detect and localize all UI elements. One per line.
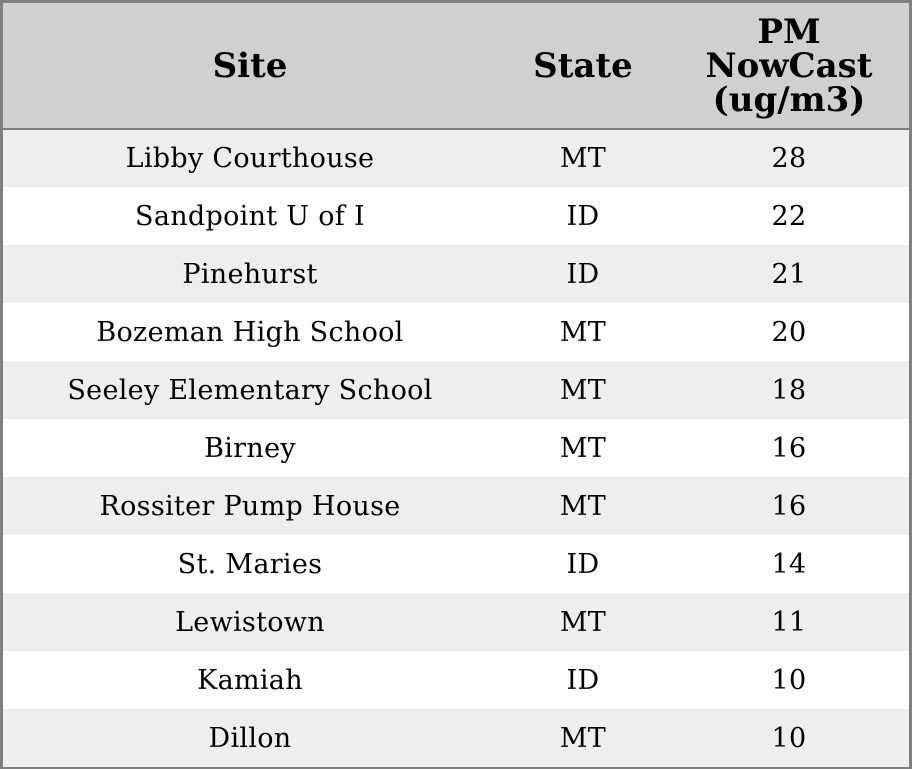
header-site: Site [212, 45, 288, 86]
header-state: State [533, 45, 633, 86]
header-pm-nowcast: PM NowCast (ug/m3) [705, 11, 873, 120]
cell-site: Lewistown [175, 606, 325, 638]
table-header [3, 3, 909, 129]
cell-pm: 10 [771, 722, 807, 754]
cell-site: Libby Courthouse [125, 143, 375, 174]
cell-site: Bozeman High School [96, 316, 404, 348]
cell-pm: 18 [771, 374, 807, 406]
cell-site: Sandpoint U of I [135, 200, 365, 232]
cell-site: Rossiter Pump House [99, 490, 401, 522]
cell-state: ID [566, 664, 600, 696]
table-row [3, 419, 909, 477]
table-row [3, 535, 909, 593]
table-body [3, 129, 909, 767]
cell-pm: 16 [771, 490, 807, 522]
cell-state: ID [566, 548, 600, 580]
cell-pm: 11 [771, 606, 807, 638]
table-row [3, 187, 909, 245]
cell-site: Seeley Elementary School [67, 374, 433, 406]
cell-site: St. Maries [177, 548, 323, 580]
cell-state: MT [559, 490, 607, 522]
table-row [3, 245, 909, 303]
table-row [3, 651, 909, 709]
cell-site: Dillon [208, 722, 292, 754]
table-row [3, 129, 909, 187]
table-row [3, 303, 909, 361]
cell-pm: 10 [771, 664, 807, 696]
cell-state: MT [559, 316, 607, 348]
cell-state: ID [566, 200, 600, 232]
cell-pm: 21 [771, 258, 807, 290]
cell-state: MT [559, 374, 607, 406]
cell-state: ID [566, 258, 600, 290]
cell-pm: 28 [771, 143, 807, 174]
cell-pm: 20 [771, 316, 807, 348]
cell-site: Pinehurst [182, 258, 318, 290]
table-row [3, 709, 909, 767]
cell-site: Birney [204, 432, 296, 464]
cell-pm: 14 [771, 548, 807, 580]
cell-state: MT [559, 606, 607, 638]
cell-state: MT [559, 143, 607, 174]
table-row [3, 477, 909, 535]
cell-pm: 16 [771, 432, 807, 464]
table-row [3, 593, 909, 651]
pm-nowcast-table [3, 3, 909, 767]
cell-pm: 22 [771, 200, 807, 232]
table-row [3, 361, 909, 419]
cell-site: Kamiah [197, 664, 303, 696]
cell-state: MT [559, 722, 607, 754]
header-row [3, 3, 909, 129]
cell-state: MT [559, 432, 607, 464]
